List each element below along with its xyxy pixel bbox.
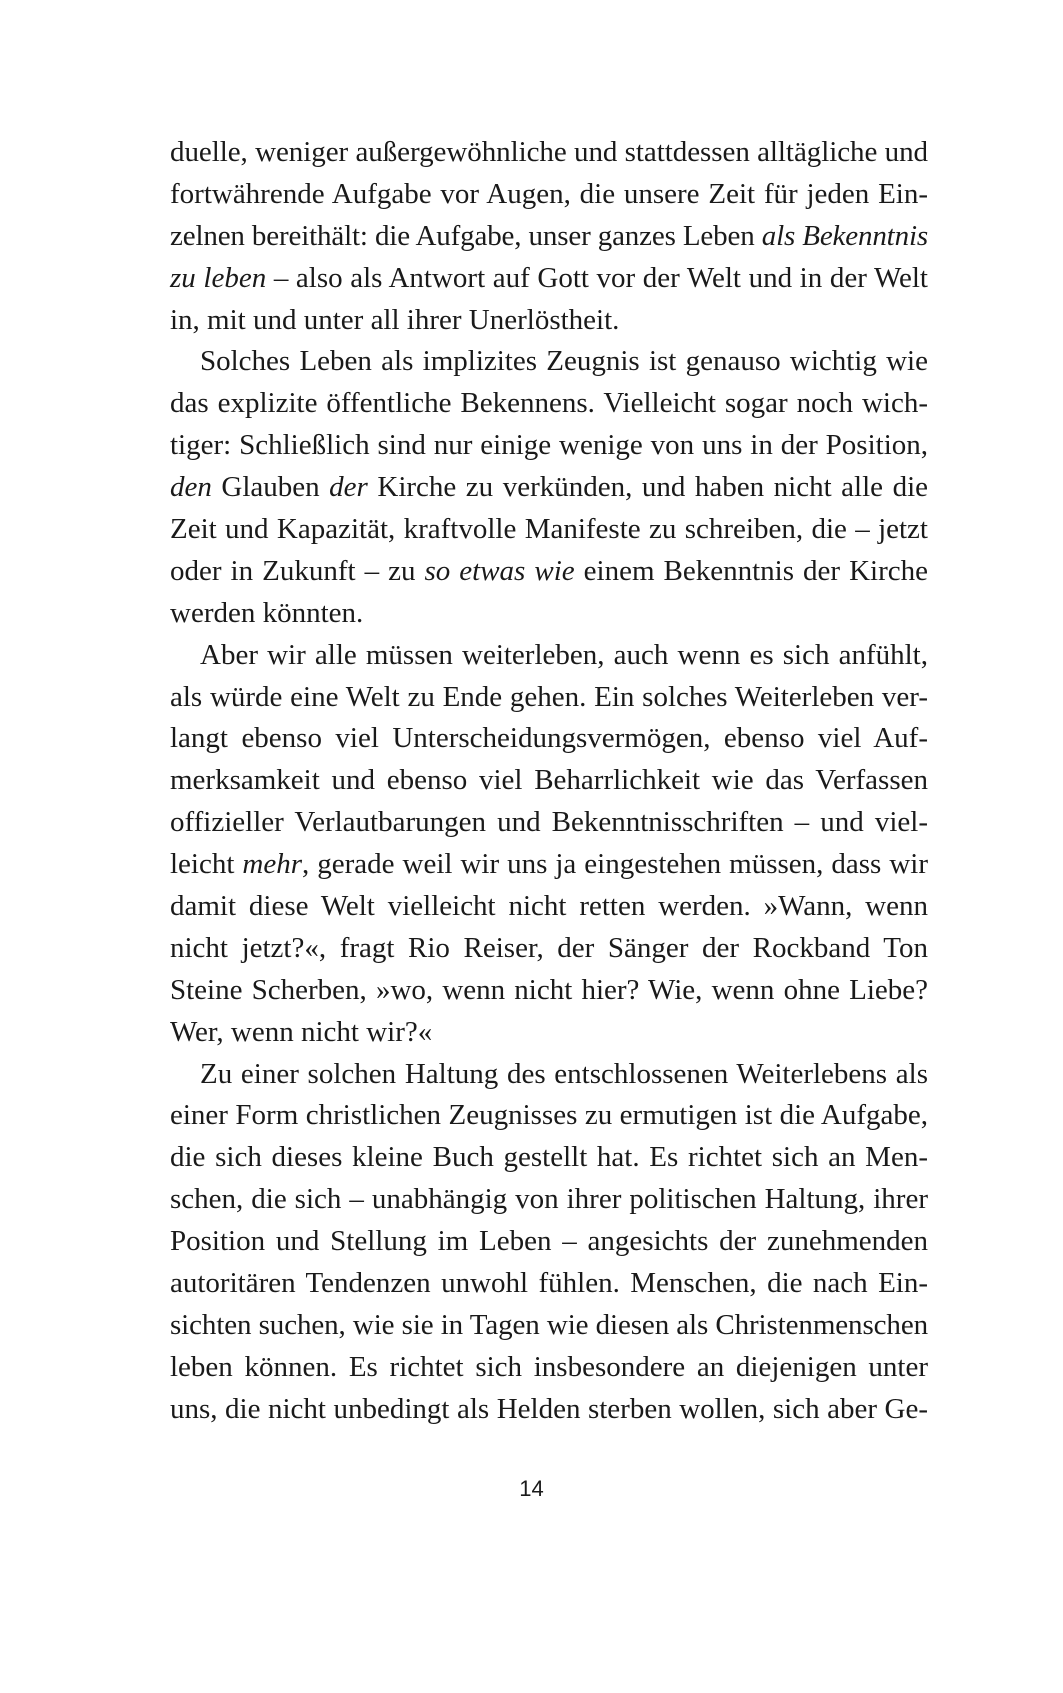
text-line (170, 216, 928, 258)
text-segment: die sich dieses kleine Buch gestellt hat. Es richtet sich an Men- (170, 1141, 928, 1174)
text-line (170, 1263, 928, 1305)
italic-segment: der (329, 471, 368, 504)
text-line (170, 593, 928, 635)
text-line (170, 132, 928, 174)
text-segment: uns, die nicht unbedingt als Helden sterben wollen, sich aber Ge- (170, 1392, 928, 1425)
text-line (170, 1012, 928, 1054)
italic-segment: so etwas wie (424, 554, 575, 587)
paragraph (170, 1054, 928, 1431)
text-segment: merksamkeit und ebenso viel Beharrlichkeit wie das Verfassen (170, 764, 928, 797)
text-line (170, 174, 928, 216)
text-segment: leicht (170, 848, 243, 881)
text-segment: schen, die sich – unabhängig von ihrer politischen Haltung, ihrer (170, 1183, 928, 1216)
text-line (170, 677, 928, 719)
text-line (170, 1389, 928, 1431)
text-segment: Aber wir alle müssen weiterleben, auch wenn es sich anfühlt, (200, 638, 928, 671)
italic-segment: den (170, 471, 212, 504)
text-segment: werden könnten. (170, 596, 364, 629)
text-segment: Position und Stellung im Leben – angesichts der zunehmenden (170, 1225, 928, 1258)
text-line (170, 970, 928, 1012)
text-segment: Steine Scherben, »wo, wenn nicht hier? Wie, wenn ohne Liebe? (170, 973, 928, 1006)
text-segment: fortwährende Aufgabe vor Augen, die unsere Zeit für jeden Ein- (170, 177, 928, 210)
italic-segment: zu leben (170, 261, 267, 294)
text-segment: leben können. Es richtet sich insbesondere an diejenigen unter (170, 1350, 928, 1383)
text-line (170, 341, 928, 383)
text-segment: Kirche zu verkünden, und haben nicht alle die (367, 471, 928, 504)
text-segment: offizieller Verlautbarungen und Bekenntnisschriften – und viel- (170, 806, 928, 839)
text-segment: nicht jetzt?«, fragt Rio Reiser, der Sänger der Rockband Ton (170, 931, 928, 964)
paragraph (170, 635, 928, 1054)
text-line (170, 300, 928, 342)
text-segment: zelnen bereithält: die Aufgabe, unser ganzes Leben (170, 219, 762, 252)
text-line (170, 1095, 928, 1137)
text-segment: Zeit und Kapazität, kraftvolle Manifeste zu schreiben, die – jetzt (170, 513, 928, 546)
body-text (170, 132, 928, 1431)
text-line (170, 844, 928, 886)
text-segment: Glauben (211, 471, 330, 504)
text-segment: Wer, wenn nicht wir?« (170, 1015, 433, 1048)
text-segment: duelle, weniger außergewöhnliche und stattdessen alltägliche und (170, 136, 928, 168)
text-segment: das explizite öffentliche Bekennens. Vielleicht sogar noch wich- (170, 387, 928, 420)
text-segment: – also als Antwort auf Gott vor der Welt und in der Welt (266, 261, 928, 294)
text-line (170, 425, 928, 467)
text-line (170, 509, 928, 551)
text-line (170, 551, 928, 593)
text-line (170, 258, 928, 300)
text-line (170, 718, 928, 760)
text-segment: autoritären Tendenzen unwohl fühlen. Menschen, die nach Ein- (170, 1267, 928, 1300)
paragraph (170, 132, 928, 341)
text-line (170, 1221, 928, 1263)
text-line (170, 1137, 928, 1179)
text-segment: oder in Zukunft – zu (170, 554, 425, 587)
page-number: 14 (519, 1476, 544, 1501)
text-segment: damit diese Welt vielleicht nicht retten werden. »Wann, wenn (170, 890, 928, 923)
text-segment: Solches Leben als implizites Zeugnis ist genauso wichtig wie (200, 345, 928, 378)
italic-segment: mehr (242, 848, 303, 881)
italic-segment: als Bekenntnis (761, 219, 928, 252)
text-line (170, 467, 928, 509)
text-segment: als würde eine Welt zu Ende gehen. Ein solches Weiterleben ver- (170, 680, 928, 713)
text-line (170, 1305, 928, 1347)
text-line (170, 1054, 928, 1096)
text-segment: Zu einer solchen Haltung des entschlossenen Weiterlebens als (200, 1057, 928, 1090)
text-segment: einer Form christlichen Zeugnisses zu ermutigen ist die Aufgabe, (170, 1099, 928, 1132)
text-line (170, 802, 928, 844)
text-segment: tiger: Schließlich sind nur einige wenige von uns in der Position, (170, 429, 928, 462)
text-segment: in, mit und unter all ihrer Unerlöstheit. (170, 303, 620, 336)
text-line (170, 635, 928, 677)
paragraph (170, 341, 928, 634)
text-line (170, 928, 928, 970)
text-line (170, 886, 928, 928)
text-line (170, 1347, 928, 1389)
text-line (170, 383, 928, 425)
text-segment: einem Bekenntnis der Kirche (574, 554, 928, 587)
text-line (170, 1179, 928, 1221)
text-segment: , gerade weil wir uns ja eingestehen müssen, dass wir (302, 848, 928, 881)
text-segment: sichten suchen, wie sie in Tagen wie diesen als Christenmenschen (170, 1308, 928, 1341)
text-line (170, 760, 928, 802)
text-segment: langt ebenso viel Unterscheidungsvermögen, ebenso viel Auf- (170, 722, 928, 755)
